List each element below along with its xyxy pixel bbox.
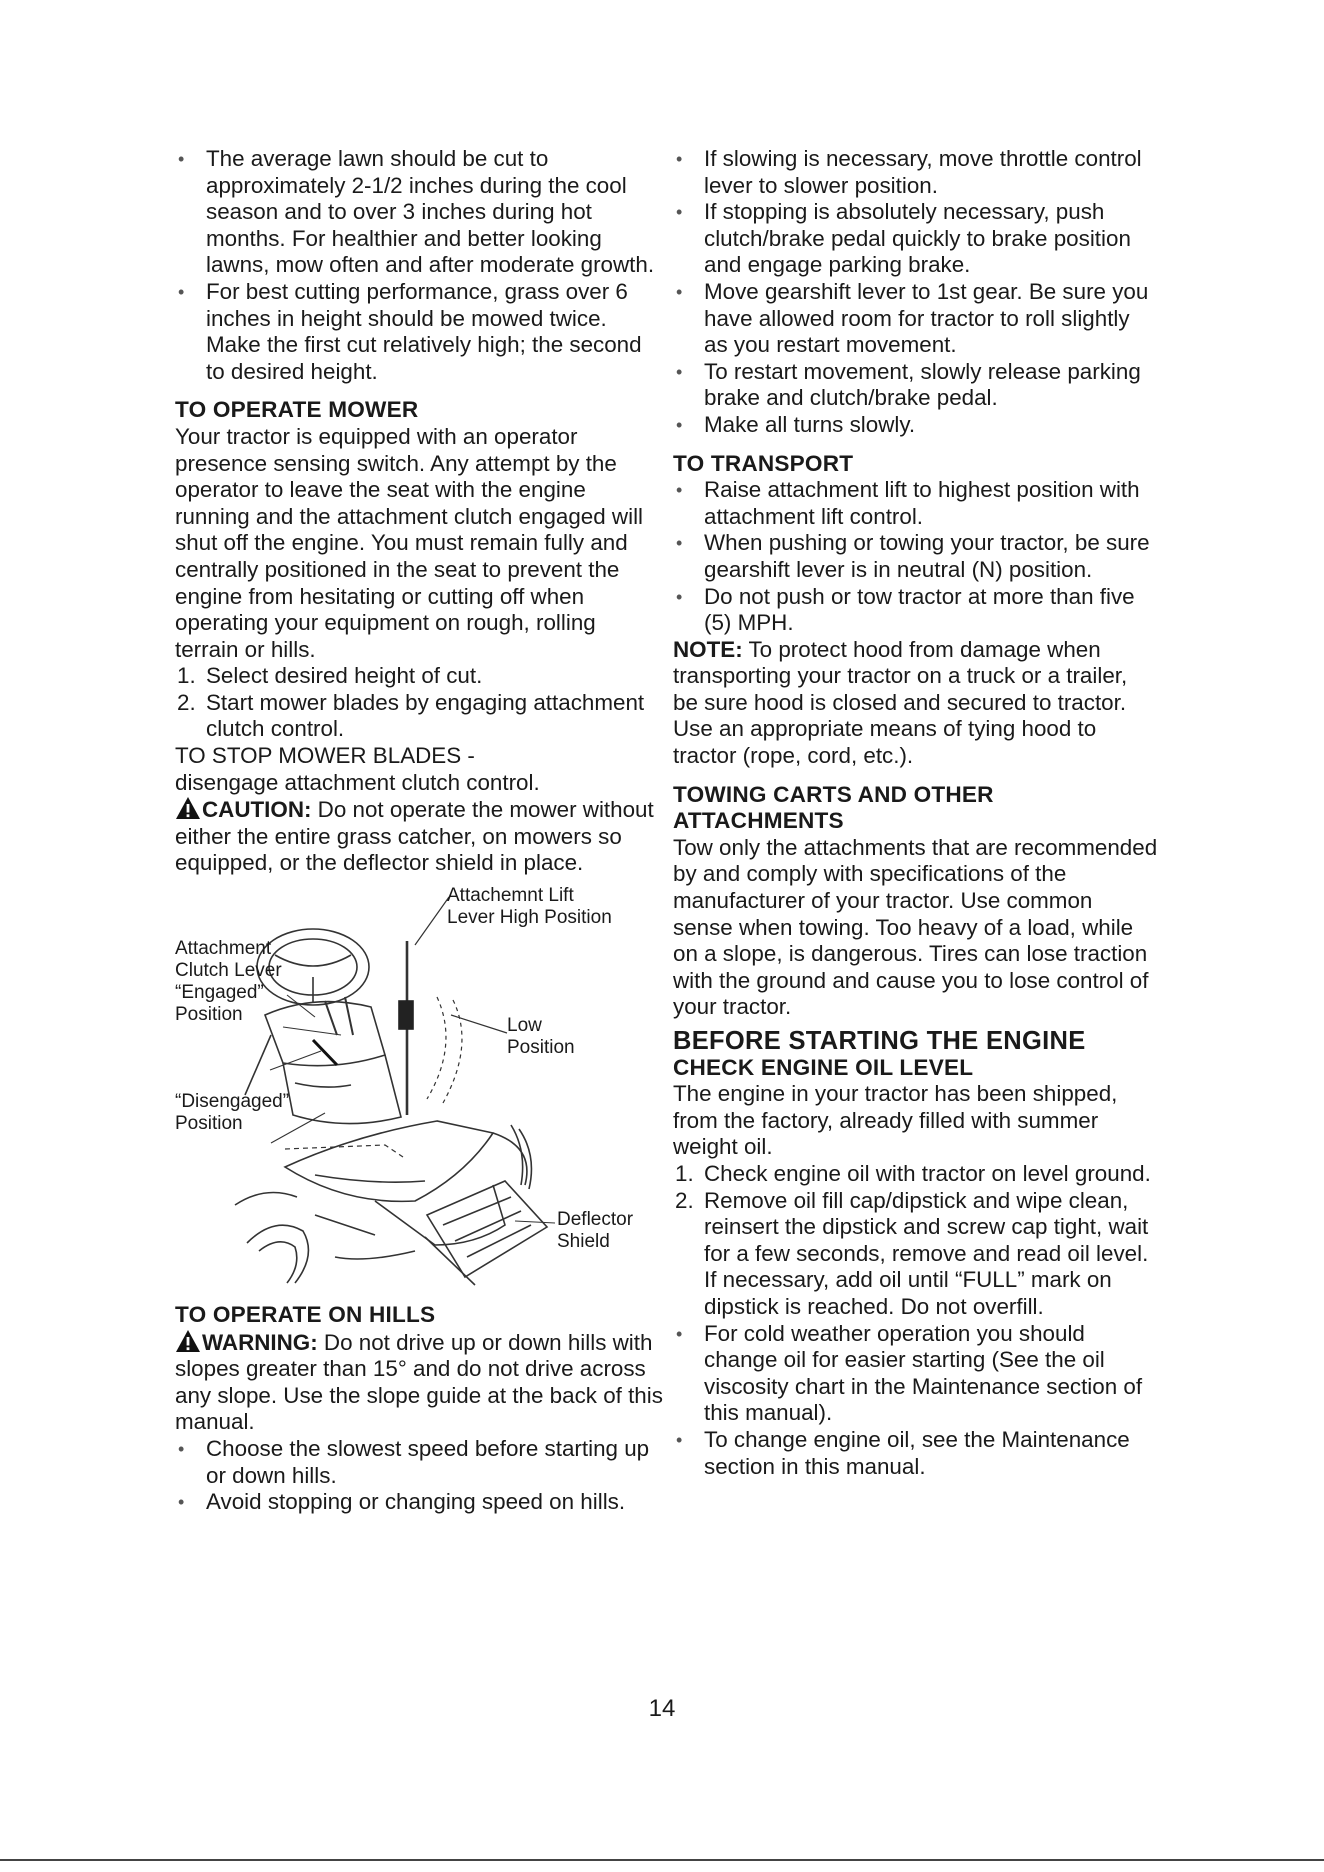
oil-bullet-list	[673, 1321, 1158, 1481]
warning-label: WARNING:	[202, 1329, 318, 1355]
tractor-illustration	[175, 885, 655, 1295]
warning-paragraph	[175, 1329, 665, 1436]
section-heading-towing: TOWING CARTS AND OTHER ATTACHMENTS	[673, 781, 994, 834]
engaged-position-label: Attachment Clutch Lever “Engaged” Position	[175, 938, 282, 1026]
stop-blades-heading: TO STOP MOWER BLADES -	[175, 743, 475, 769]
note-text: To protect hood from damage when transporting your tractor on a truck or a trailer, be sure hood is closed and secured to tractor. Use an appropriate means of tying hood to tractor (rope, cord, etc.).	[673, 636, 1128, 769]
list-item: • If stopping is absolutely necessary, push clutch/brake pedal quickly to brake position and engage parking brake.	[673, 199, 1158, 279]
list-item	[673, 1188, 1158, 1321]
step-text: Select desired height of cut.	[206, 663, 483, 689]
list-item: • Choose the slowest speed before starting up or down hills.	[175, 1436, 665, 1489]
list-item: • Move gearshift lever to 1st gear. Be sure you have allowed room for tractor to roll slightly as you restart movement.	[673, 279, 1158, 359]
list-item: • For best cutting performance, grass over 6 inches in height should be mowed twice. Make the first cut relatively high; the second to desired height.	[175, 279, 665, 385]
list-item: • When pushing or towing your tractor, be sure gearshift lever is in neutral (N) position.	[673, 530, 1158, 583]
attachment-lift-label: Attachemnt Lift Lever High Position	[447, 885, 612, 929]
hills-bullet-list	[175, 1436, 665, 1516]
list-item: • To change engine oil, see the Maintenance section in this manual.	[673, 1427, 1158, 1480]
step-text: Start mower blades by engaging attachment clutch control.	[206, 689, 645, 742]
list-item: • Make all turns slowly.	[673, 412, 1158, 439]
page-number: 14	[648, 1695, 676, 1722]
paragraph-operator-presence: Your tractor is equipped with an operator presence sensing switch. Any attempt by the operator to leave the seat with the engine running and the attachment clutch engaged will shut off the engine. You must remain fully and centrally positioned in the seat to prevent the engine from hesitating or cutting off when operating your equipment on rough, rolling terrain or hills.	[175, 423, 644, 662]
list-item: • Avoid stopping or changing speed on hills.	[175, 1489, 665, 1516]
section-heading-before-starting: BEFORE STARTING THE ENGINE	[673, 1027, 1086, 1055]
right-column	[673, 146, 1158, 1480]
note-label: NOTE:	[673, 636, 743, 662]
caution-text: Do not operate the mower without either the entire grass catcher, on mowers so equipped, or the deflector shield in place.	[175, 797, 654, 876]
transport-note	[673, 637, 1158, 770]
low-position-label: Low Position	[507, 1015, 575, 1059]
towing-paragraph: Tow only the attachments that are recommended by and comply with specifications of the manufacturer of your tractor. Use common sense when towing. Too heavy of a load, while on a slope, is dangerous. Tires can lose traction with the ground and cause you to lose control of your tractor.	[673, 834, 1158, 1020]
oil-paragraph: The engine in your tractor has been shipped, from the factory, already filled with summer weight oil.	[673, 1081, 1118, 1160]
caution-paragraph	[175, 796, 665, 877]
step-number: 1.	[177, 663, 196, 689]
list-item	[673, 1161, 1158, 1188]
list-item: • Raise attachment lift to highest position with attachment lift control.	[673, 477, 1158, 530]
stop-blades-text: disengage attachment clutch control.	[175, 769, 540, 795]
caution-label: CAUTION:	[202, 797, 312, 823]
warning-triangle-icon	[175, 1329, 201, 1353]
list-item: • If slowing is necessary, move throttle control lever to slower position.	[673, 146, 1158, 199]
step-number: 2.	[675, 1187, 694, 1213]
intro-bullet-list	[175, 146, 665, 385]
section-heading-hills: TO OPERATE ON HILLS	[175, 1302, 436, 1328]
warning-text: Do not drive up or down hills with slopes greater than 15° and do not drive across any slope. Use the slope guide at the back of this manual.	[175, 1329, 663, 1435]
list-item	[175, 663, 665, 690]
left-column	[175, 146, 665, 1516]
subheading-check-oil: CHECK ENGINE OIL LEVEL	[673, 1054, 974, 1080]
step-number: 1.	[675, 1160, 694, 1186]
step-number: 2.	[177, 689, 196, 715]
list-item: • For cold weather operation you should change oil for easier starting (See the oil viscosity chart in the Maintenance section of this manual).	[673, 1321, 1158, 1427]
list-item: • To restart movement, slowly release parking brake and clutch/brake pedal.	[673, 359, 1158, 412]
list-item	[175, 690, 665, 743]
list-item: • Do not push or tow tractor at more than five (5) MPH.	[673, 584, 1158, 637]
warning-triangle-icon	[175, 796, 201, 820]
oil-steps	[673, 1161, 1158, 1321]
bottom-border	[0, 1859, 1324, 1861]
transport-bullet-list	[673, 477, 1158, 637]
list-item: • The average lawn should be cut to approximately 2-1/2 inches during the cool season and to over 3 inches during hot months. For healthier and better looking lawns, mow often and after moderate growth.	[175, 146, 665, 279]
hill-driving-bullet-list	[673, 146, 1158, 439]
step-text: Remove oil fill cap/dipstick and wipe clean, reinsert the dipstick and screw cap tight, wait for a few seconds, remove and read oil level. If necessary, add oil until “FULL” mark on dipstick is reached. Do not overfill.	[704, 1187, 1149, 1319]
deflector-shield-label: Deflector Shield	[557, 1209, 634, 1253]
section-heading-transport: TO TRANSPORT	[673, 450, 854, 476]
section-heading-operate-mower: TO OPERATE MOWER	[175, 397, 419, 423]
disengaged-position-label: “Disengaged” Position	[175, 1091, 290, 1135]
mower-steps	[175, 663, 665, 743]
step-text: Check engine oil with tractor on level ground.	[704, 1160, 1151, 1186]
